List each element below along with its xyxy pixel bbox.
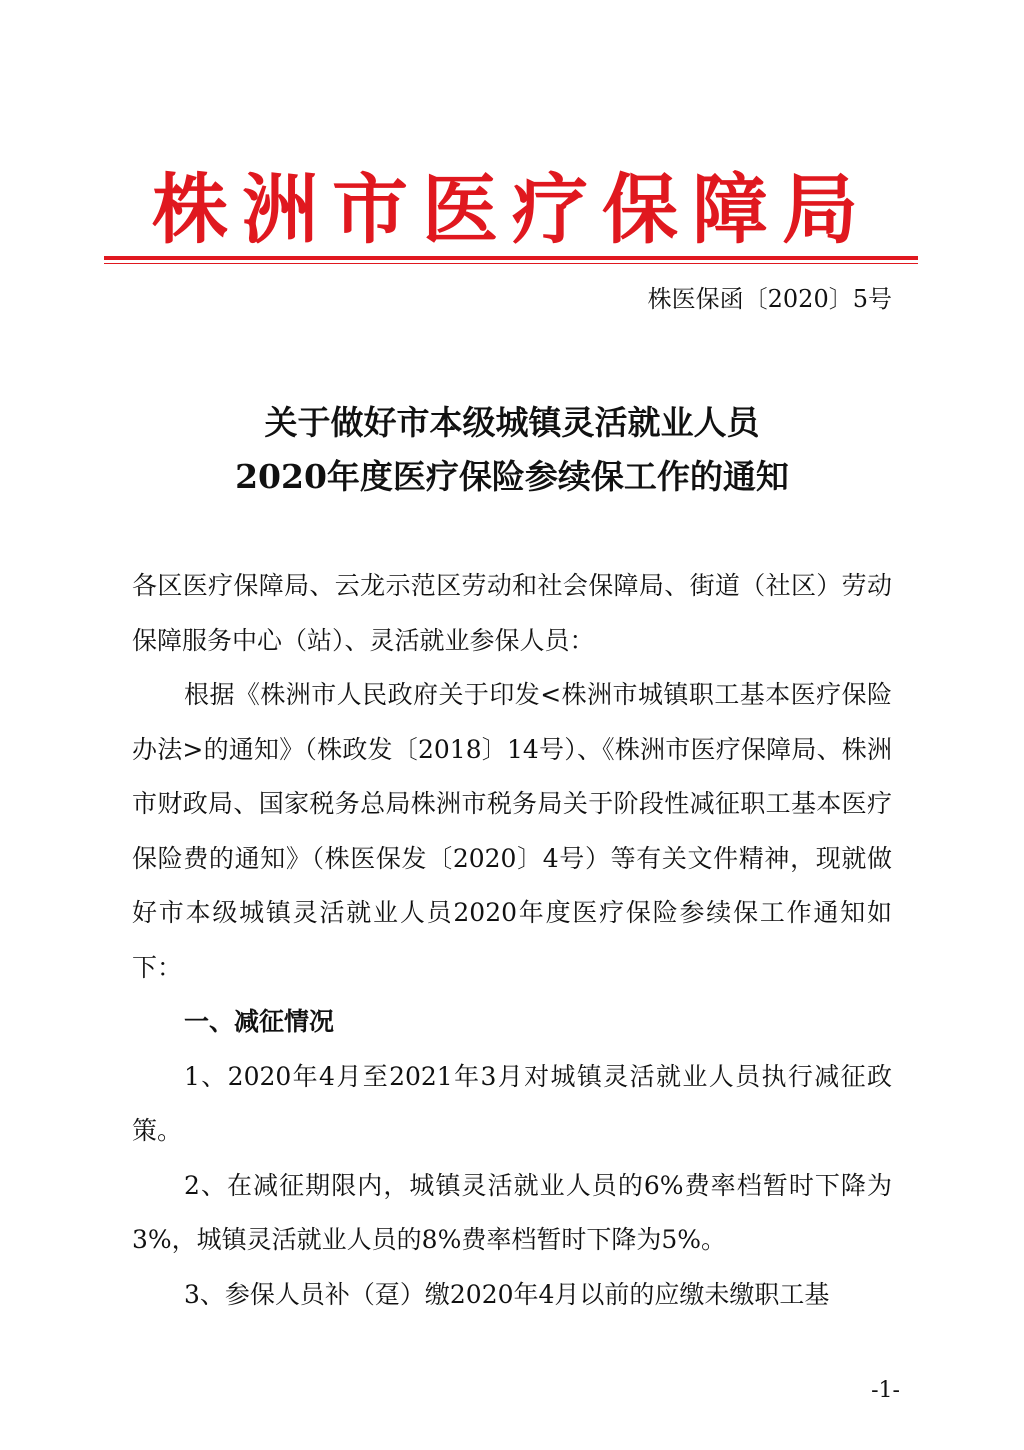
document-body	[132, 559, 892, 1322]
list-item: 1、2020年4月至2021年3月对城镇灵活就业人员执行减征政策。	[132, 1061, 892, 1145]
document-title-line-2: 2020年度医疗保险参续保工作的通知	[235, 457, 789, 496]
page-number: -1-	[871, 1378, 900, 1403]
document-number: 株医保函〔2020〕5号	[647, 285, 892, 313]
salutation: 各区医疗保障局、云龙示范区劳动和社会保障局、街道（社区）劳动保障服务中心（站）、灵活就业参保人员：	[132, 571, 892, 655]
intro-paragraph: 根据《株洲市人民政府关于印发<株洲市城镇职工基本医疗保险办法>的通知》（株政发〔2018〕14号）、《株洲市医疗保障局、株洲市财政局、国家税务总局株洲市税务局关于阶段性减征职工基本医疗保险费的通知》（株医保发〔2020〕4号）等有关文件精神，现就做好市本级城镇灵活就业人员2020年度医疗保险参续保工作通知如下：	[132, 680, 893, 982]
red-rule-thick	[104, 256, 918, 260]
org-masthead: 株洲市医疗保障局	[152, 165, 872, 254]
red-rule-thin	[104, 263, 918, 264]
section-heading: 一、减征情况	[184, 1007, 335, 1036]
list-item: 2、在减征期限内，城镇灵活就业人员的6%费率档暂时下降为3%，城镇灵活就业人员的8%费率档暂时下降为5%。	[132, 1170, 892, 1254]
list-item: 3、参保人员补（趸）缴2020年4月以前的应缴未缴职工基	[184, 1279, 830, 1309]
document-title-line-1: 关于做好市本级城镇灵活就业人员	[264, 403, 760, 442]
